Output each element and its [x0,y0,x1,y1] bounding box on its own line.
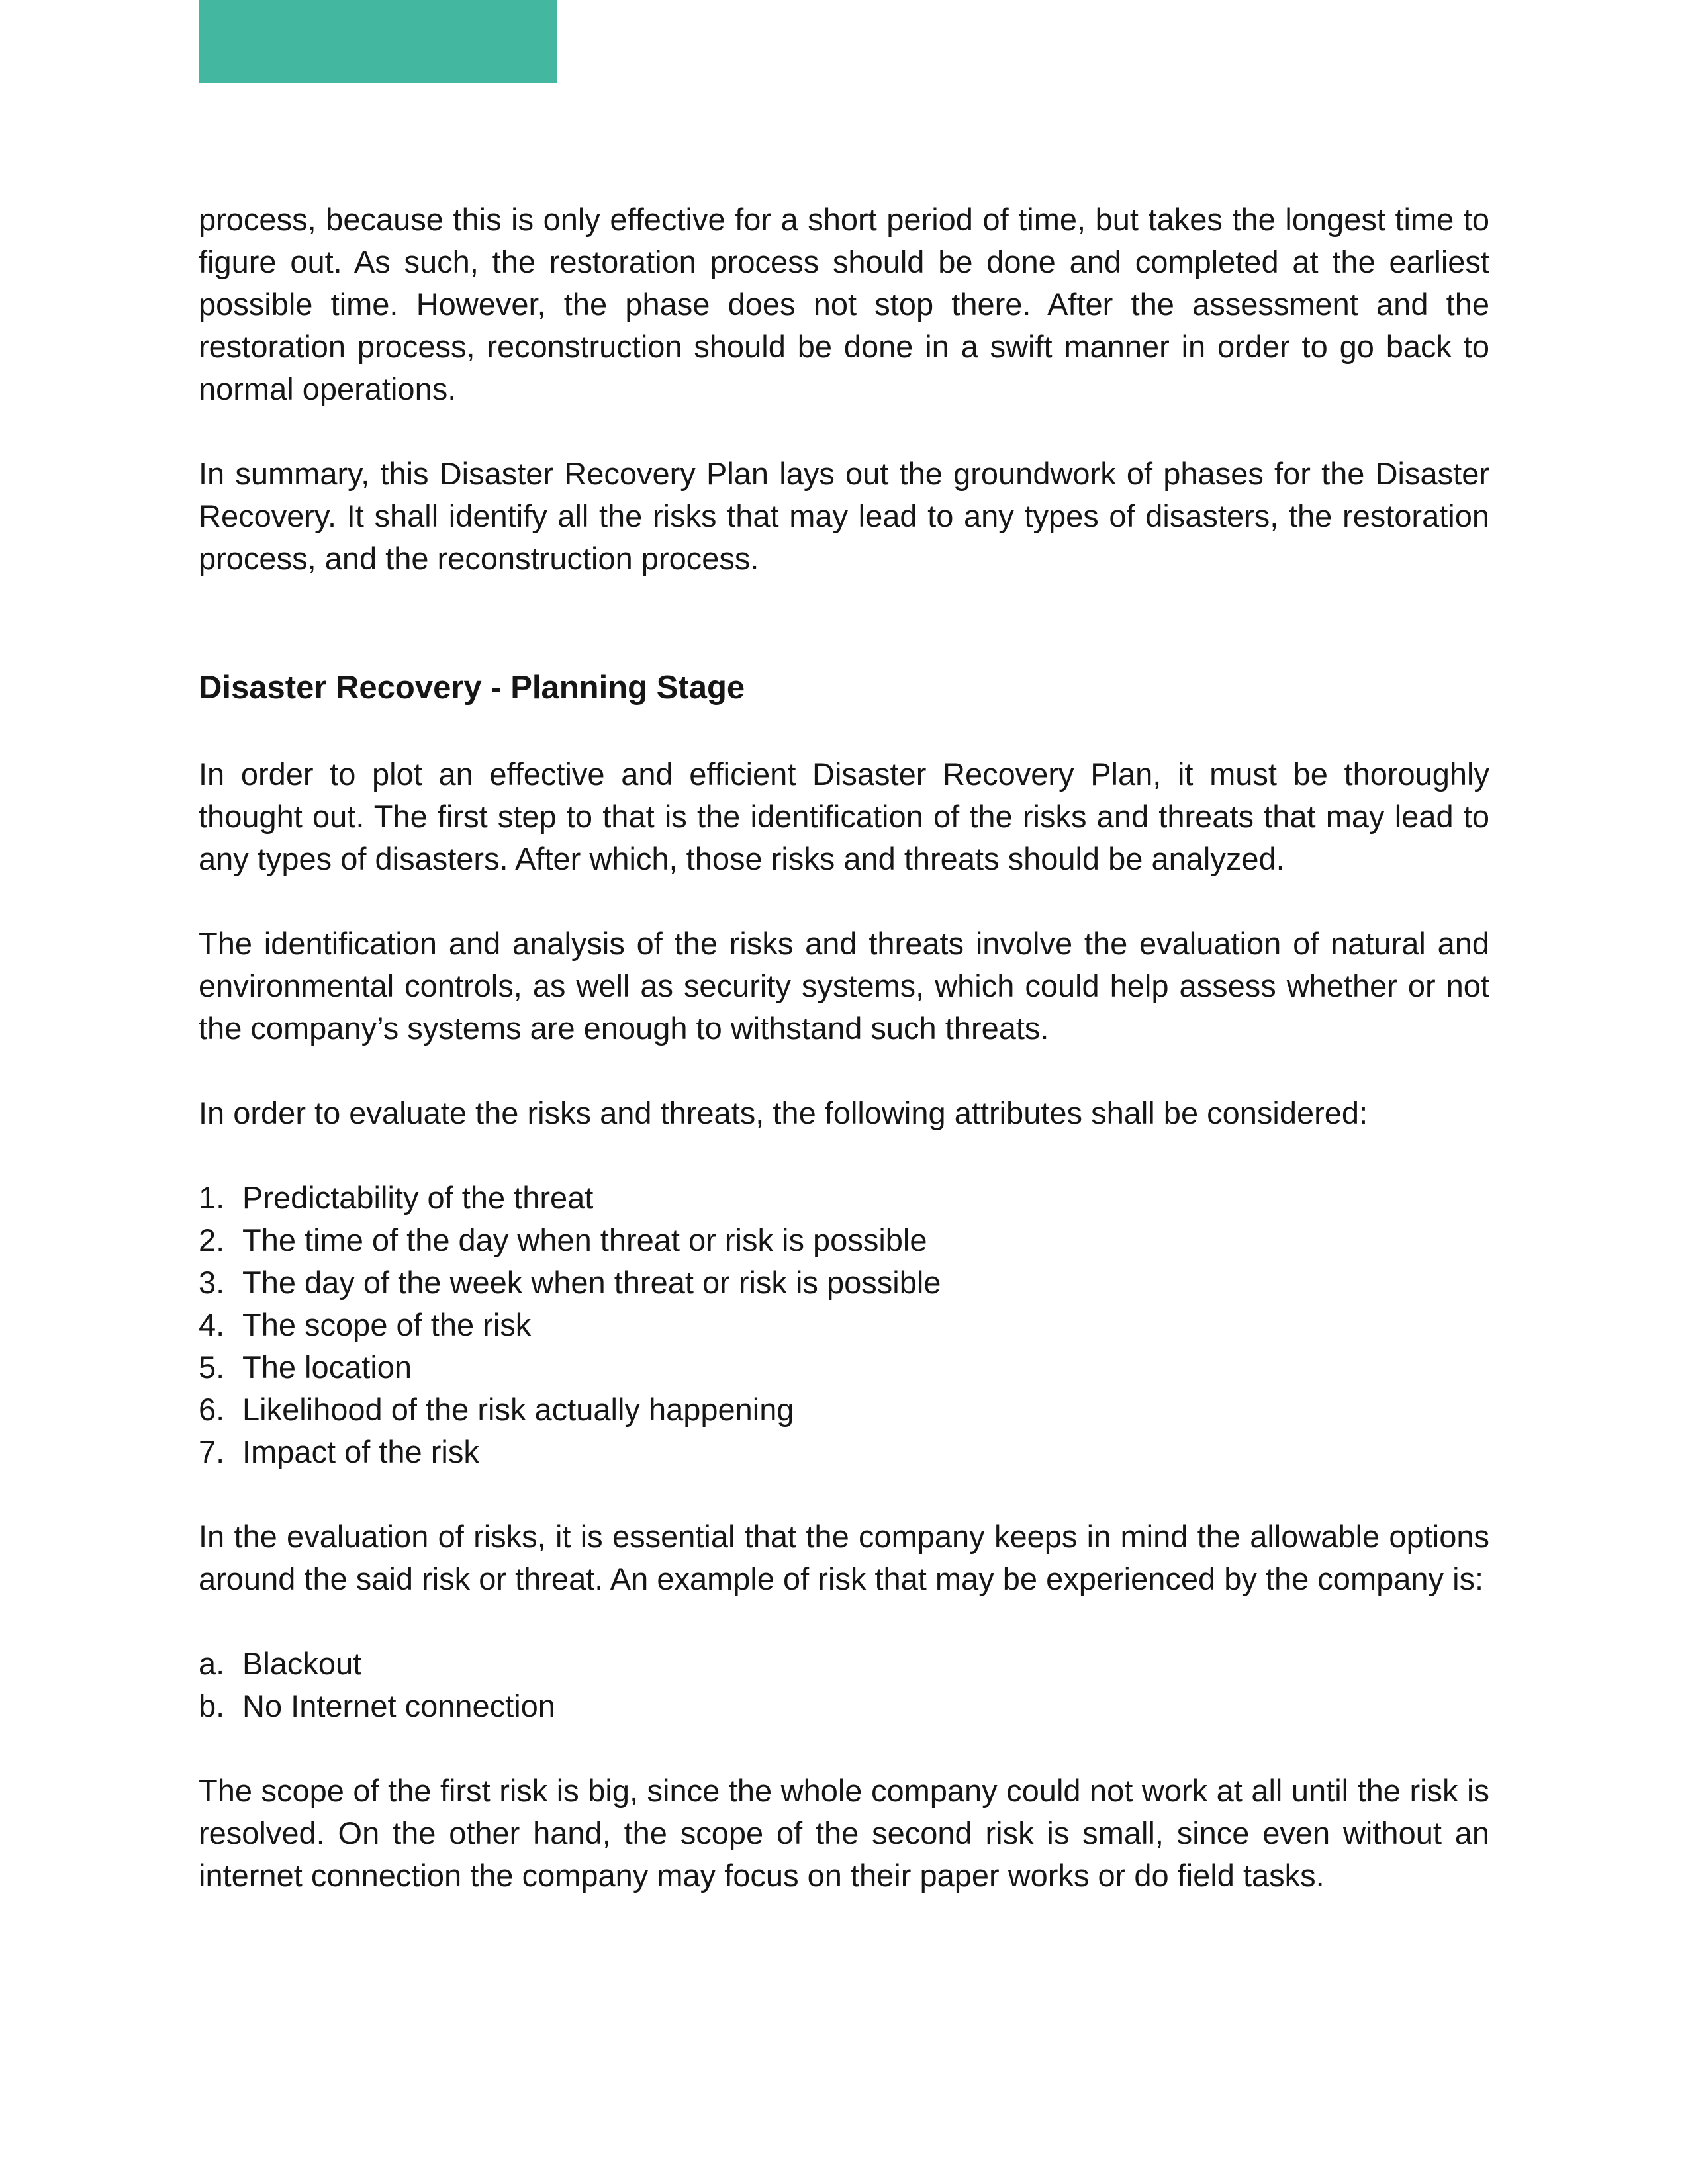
list-marker: 2. [199,1222,225,1257]
paragraph-summary: In summary, this Disaster Recovery Plan lays out the groundwork of phases for the Disaster Recovery. It shall identify all the risks that may lead to any types of disasters, the restoration process, and the reconstruction process. [199,456,1489,576]
risk-examples-lettered-list [199,1643,1489,1727]
attributes-numbered-list [199,1177,1489,1473]
list-item-text: Likelihood of the risk actually happening [242,1392,794,1427]
list-item-text: Blackout [242,1646,362,1681]
list-item [199,1219,1489,1261]
list-item [199,1388,1489,1431]
list-item-text: The time of the day when threat or risk is possible [242,1222,927,1257]
paragraph-restoration-process: process, because this is only effective for a short period of time, but takes the longest time to figure out. As such, the restoration process should be done and completed at the earliest possible time. However, the phase does not stop there. After the assessment and the restoration process, reconstruction should be done in a swift manner in order to go back to normal operations. [199,202,1489,406]
list-item-text: The scope of the risk [242,1307,532,1342]
list-marker: 4. [199,1307,225,1342]
list-marker: 6. [199,1392,225,1427]
paragraph-scope-comparison: The scope of the first risk is big, since the whole company could not work at all until the risk is resolved. On the other hand, the scope of the second risk is small, since even without an internet connection the company may focus on their paper works or do field tasks. [199,1773,1489,1893]
list-item-text: The location [242,1349,412,1385]
section-heading-planning-stage: Disaster Recovery - Planning Stage [199,670,745,705]
list-item [199,1643,1489,1685]
paragraph-identification-analysis: The identification and analysis of the risks and threats involve the evaluation of natural and environmental controls, as well as security systems, which could help assess whether or not the company’s systems are enough to withstand such threats. [199,926,1489,1046]
list-marker: 3. [199,1265,225,1300]
list-marker: 5. [199,1349,225,1385]
document-content [199,199,1489,1939]
header-accent-bar [199,0,557,83]
list-item-text: The day of the week when threat or risk is possible [242,1265,941,1300]
paragraph-plan-intro: In order to plot an effective and efficient Disaster Recovery Plan, it must be thoroughly thought out. The first step to that is the identification of the risks and threats that may lead to any types of disasters. After which, those risks and threats should be analyzed. [199,756,1489,876]
list-marker: a. [199,1646,225,1681]
list-marker: 1. [199,1180,225,1215]
list-item [199,1431,1489,1473]
list-item-text: Impact of the risk [242,1434,479,1469]
paragraph-attributes-intro: In order to evaluate the risks and threats, the following attributes shall be considered: [199,1095,1368,1130]
paragraph-evaluation-options: In the evaluation of risks, it is essential that the company keeps in mind the allowable options around the said risk or threat. An example of risk that may be experienced by the company is: [199,1519,1489,1596]
list-item-text: No Internet connection [242,1688,555,1723]
list-marker: 7. [199,1434,225,1469]
list-item-text: Predictability of the threat [242,1180,594,1215]
list-item [199,1304,1489,1346]
list-item [199,1177,1489,1219]
list-item [199,1261,1489,1304]
list-marker: b. [199,1688,225,1723]
list-item [199,1346,1489,1388]
list-item [199,1685,1489,1727]
